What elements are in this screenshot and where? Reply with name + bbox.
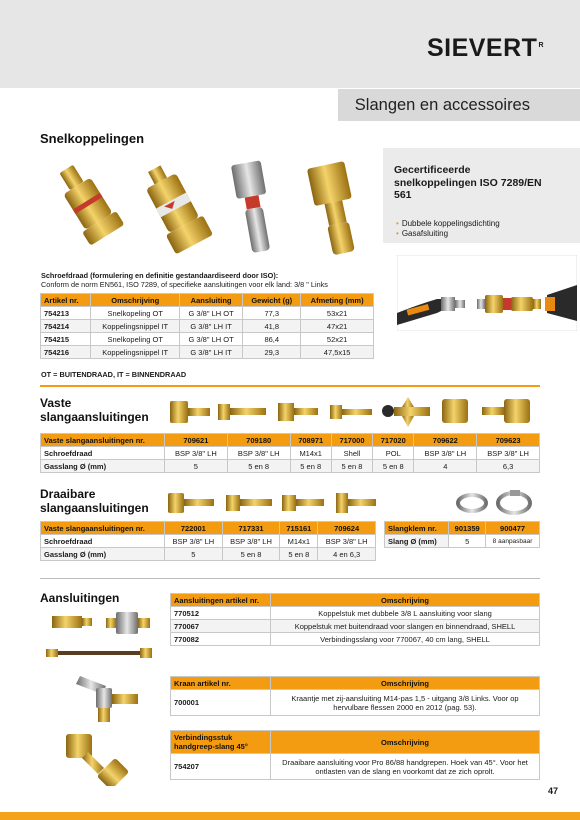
table-row: Gasslang Ø (mm) 5 5 en 8 5 en 8 4 en 6,3 [41, 548, 376, 561]
ot-it-legend: OT = BUITENDRAAD, IT = BINNENDRAAD [41, 370, 187, 379]
divider [40, 578, 540, 579]
fitting-717020-icon [382, 397, 430, 427]
certification-title: Gecertificeerde snelkoppelingen ISO 7289/EN 561 [394, 164, 542, 201]
vaste-heading: Vaste slangaansluitingen [40, 396, 149, 424]
fitting-709622-icon [442, 399, 468, 423]
fitting-715161-icon [282, 495, 324, 511]
col-omschrijving: Omschrijving [91, 294, 179, 307]
brand-logo: $SIEVERT^R$ [426, 34, 544, 62]
table-row: 770082 Verbindingsslang voor 770067, 40 cm lang, SHELL [171, 633, 540, 646]
aansluitingen-table: Aansluitingen artikel nr. Omschrijving 770512 Koppelstuk met dubbele 3/8 L aansluiting voor slang 770067 Koppelstuk met buitendraad voor slangen en binnendraad, SHELL 770082 Verbindingsslang voor 770067, 40 cm lang, SHELL [170, 593, 540, 646]
snelkoppelingen-table [40, 293, 374, 359]
thread-note-text: Conform de norm EN561, ISO 7289, of specifieke aansluitingen voor elk land: 3/8 " Links [41, 280, 328, 289]
divider [40, 385, 540, 387]
table-row: Schroefdraad BSP 3/8" LH BSP 3/8" LH M14x1 Shell POL BSP 3/8" LH BSP 3/8" LH [41, 447, 540, 460]
coupling-770512-photo [44, 606, 154, 642]
coupler-754213-image [140, 160, 220, 260]
thread-note-title: Schroefdraad (formulering en definitie gestandaardiseerd door ISO): [41, 271, 279, 280]
section-title: Slangen en accessoires [354, 96, 530, 114]
adapter-754207-photo [62, 730, 142, 786]
table-row: 754216 Koppelingsnippel IT G 3/8" LH IT 29,3 47,5x15 [41, 346, 374, 359]
draaibare-table: Vaste slangaansluitingen nr. 722001 717331 715161 709624 Schroefdraad BSP 3/8" LH BSP 3/8" LH M14x1 BSP 3/8" LH Gasslang Ø (mm) 5 5 en 8 5 en 8 4 en 6,3 [40, 521, 376, 561]
snelkoppelingen-heading: Snelkoppelingen [40, 131, 145, 146]
table-row: Gasslang Ø (mm) 5 5 en 8 5 en 8 5 en 8 5 en 8 4 6,3 [41, 460, 540, 473]
table-row: 754213 Snelkopeling OT G 3/8" LH OT 77,3 53x21 [41, 307, 374, 320]
table-row: Slang Ø (mm) 5 8 aanpasbaar [385, 535, 540, 548]
vaste-table: Vaste slangaansluitingen nr. 709621 709180 708971 717000 717020 709622 709623 Schroefdraad BSP 3/8" LH BSP 3/8" LH M14x1 Shell POL BSP 3/8" LH BSP 3/8" LH Gasslang Ø (mm) 5 5 en 8 5 en 8 5 en 8 5 en 8 4 6,3 [40, 433, 540, 473]
table-row: 770512 Koppelstuk met dubbele 3/8 L aansluiting voor slang [171, 607, 540, 620]
table-row: 700001 Kraantje met zij-aansluiting M14-pas 1,5 - uitgang 3/8 Links. Voor op hervulbare flessen 2000 en 2012 (pag. 53). [171, 690, 540, 716]
col-aansluiting: Aansluiting [179, 294, 242, 307]
col-artikel: Artikel nr. [41, 294, 91, 307]
table-row: 754214 Koppelingsnippel IT G 3/8" LH IT 41,8 47x21 [41, 320, 374, 333]
aansluitingen-heading: Aansluitingen [40, 591, 120, 605]
slangklem-table: Slangklem nr. 901359 900477 Slang Ø (mm) 5 8 aanpasbaar [384, 521, 540, 548]
fitting-722001-icon [168, 493, 214, 513]
table-row: Schroefdraad BSP 3/8" LH BSP 3/8" LH M14x1 BSP 3/8" LH [41, 535, 376, 548]
draaibare-heading: Draaibare slangaansluitingen [40, 487, 149, 515]
nipple-754214-image [300, 160, 370, 260]
table-row: 754215 Snelkopeling OT G 3/8" LH OT 86,4 52x21 [41, 333, 374, 346]
hose-clamps-photo [450, 488, 540, 518]
col-afmeting: Afmeting (mm) [301, 294, 374, 307]
col-gewicht: Gewicht (g) [243, 294, 301, 307]
section-title-bar [338, 89, 580, 121]
vaste-fittings-photos [160, 393, 540, 433]
table-row: 754207 Draaibare aansluiting voor Pro 86/88 handgrepen. Hoek van 45°. Voor het ontlasten van de slang en voorkomt dat ze zich oprolt. [171, 754, 540, 780]
page-number: 47 [547, 786, 558, 796]
table-row: 770067 Koppelstuk met buitendraad voor slangen en binnendraad, SHELL [171, 620, 540, 633]
draaibare-fittings-photos [160, 485, 380, 521]
coupler-754215-image [48, 155, 138, 255]
fitting-709623-icon [482, 399, 530, 423]
feature-list [396, 219, 500, 239]
fitting-717000-icon [330, 405, 372, 419]
list-item: • Gasafsluiting [396, 229, 449, 238]
nipple-754216-image [225, 160, 285, 260]
handgrip-coupling-photo [397, 255, 577, 331]
verbindingsstuk-table: Verbindingsstuk handgreep-slang 45° Omschrijving 754207 Draaibare aansluiting voor Pro 86/88 handgrepen. Hoek van 45°. Voor het ontlasten van de slang en voorkomt dat ze zich oprolt. [170, 730, 540, 780]
fitting-709180-icon [218, 404, 266, 420]
fitting-709624-icon [336, 493, 376, 513]
fitting-717331-icon [226, 495, 272, 511]
kraan-table: Kraan artikel nr. Omschrijving 700001 Kraantje met zij-aansluiting M14-pas 1,5 - uitgang 3/8 Links. Voor op hervulbare flessen 2000 en 2012 (pag. 53). [170, 676, 540, 716]
footer-band [0, 812, 580, 820]
connection-hose-770082-photo [44, 643, 154, 663]
fitting-708971-icon [278, 403, 318, 421]
fitting-709621-icon [170, 401, 210, 423]
valve-700001-photo [62, 670, 152, 724]
list-item: • Dubbele koppelingsdichting [396, 219, 500, 228]
